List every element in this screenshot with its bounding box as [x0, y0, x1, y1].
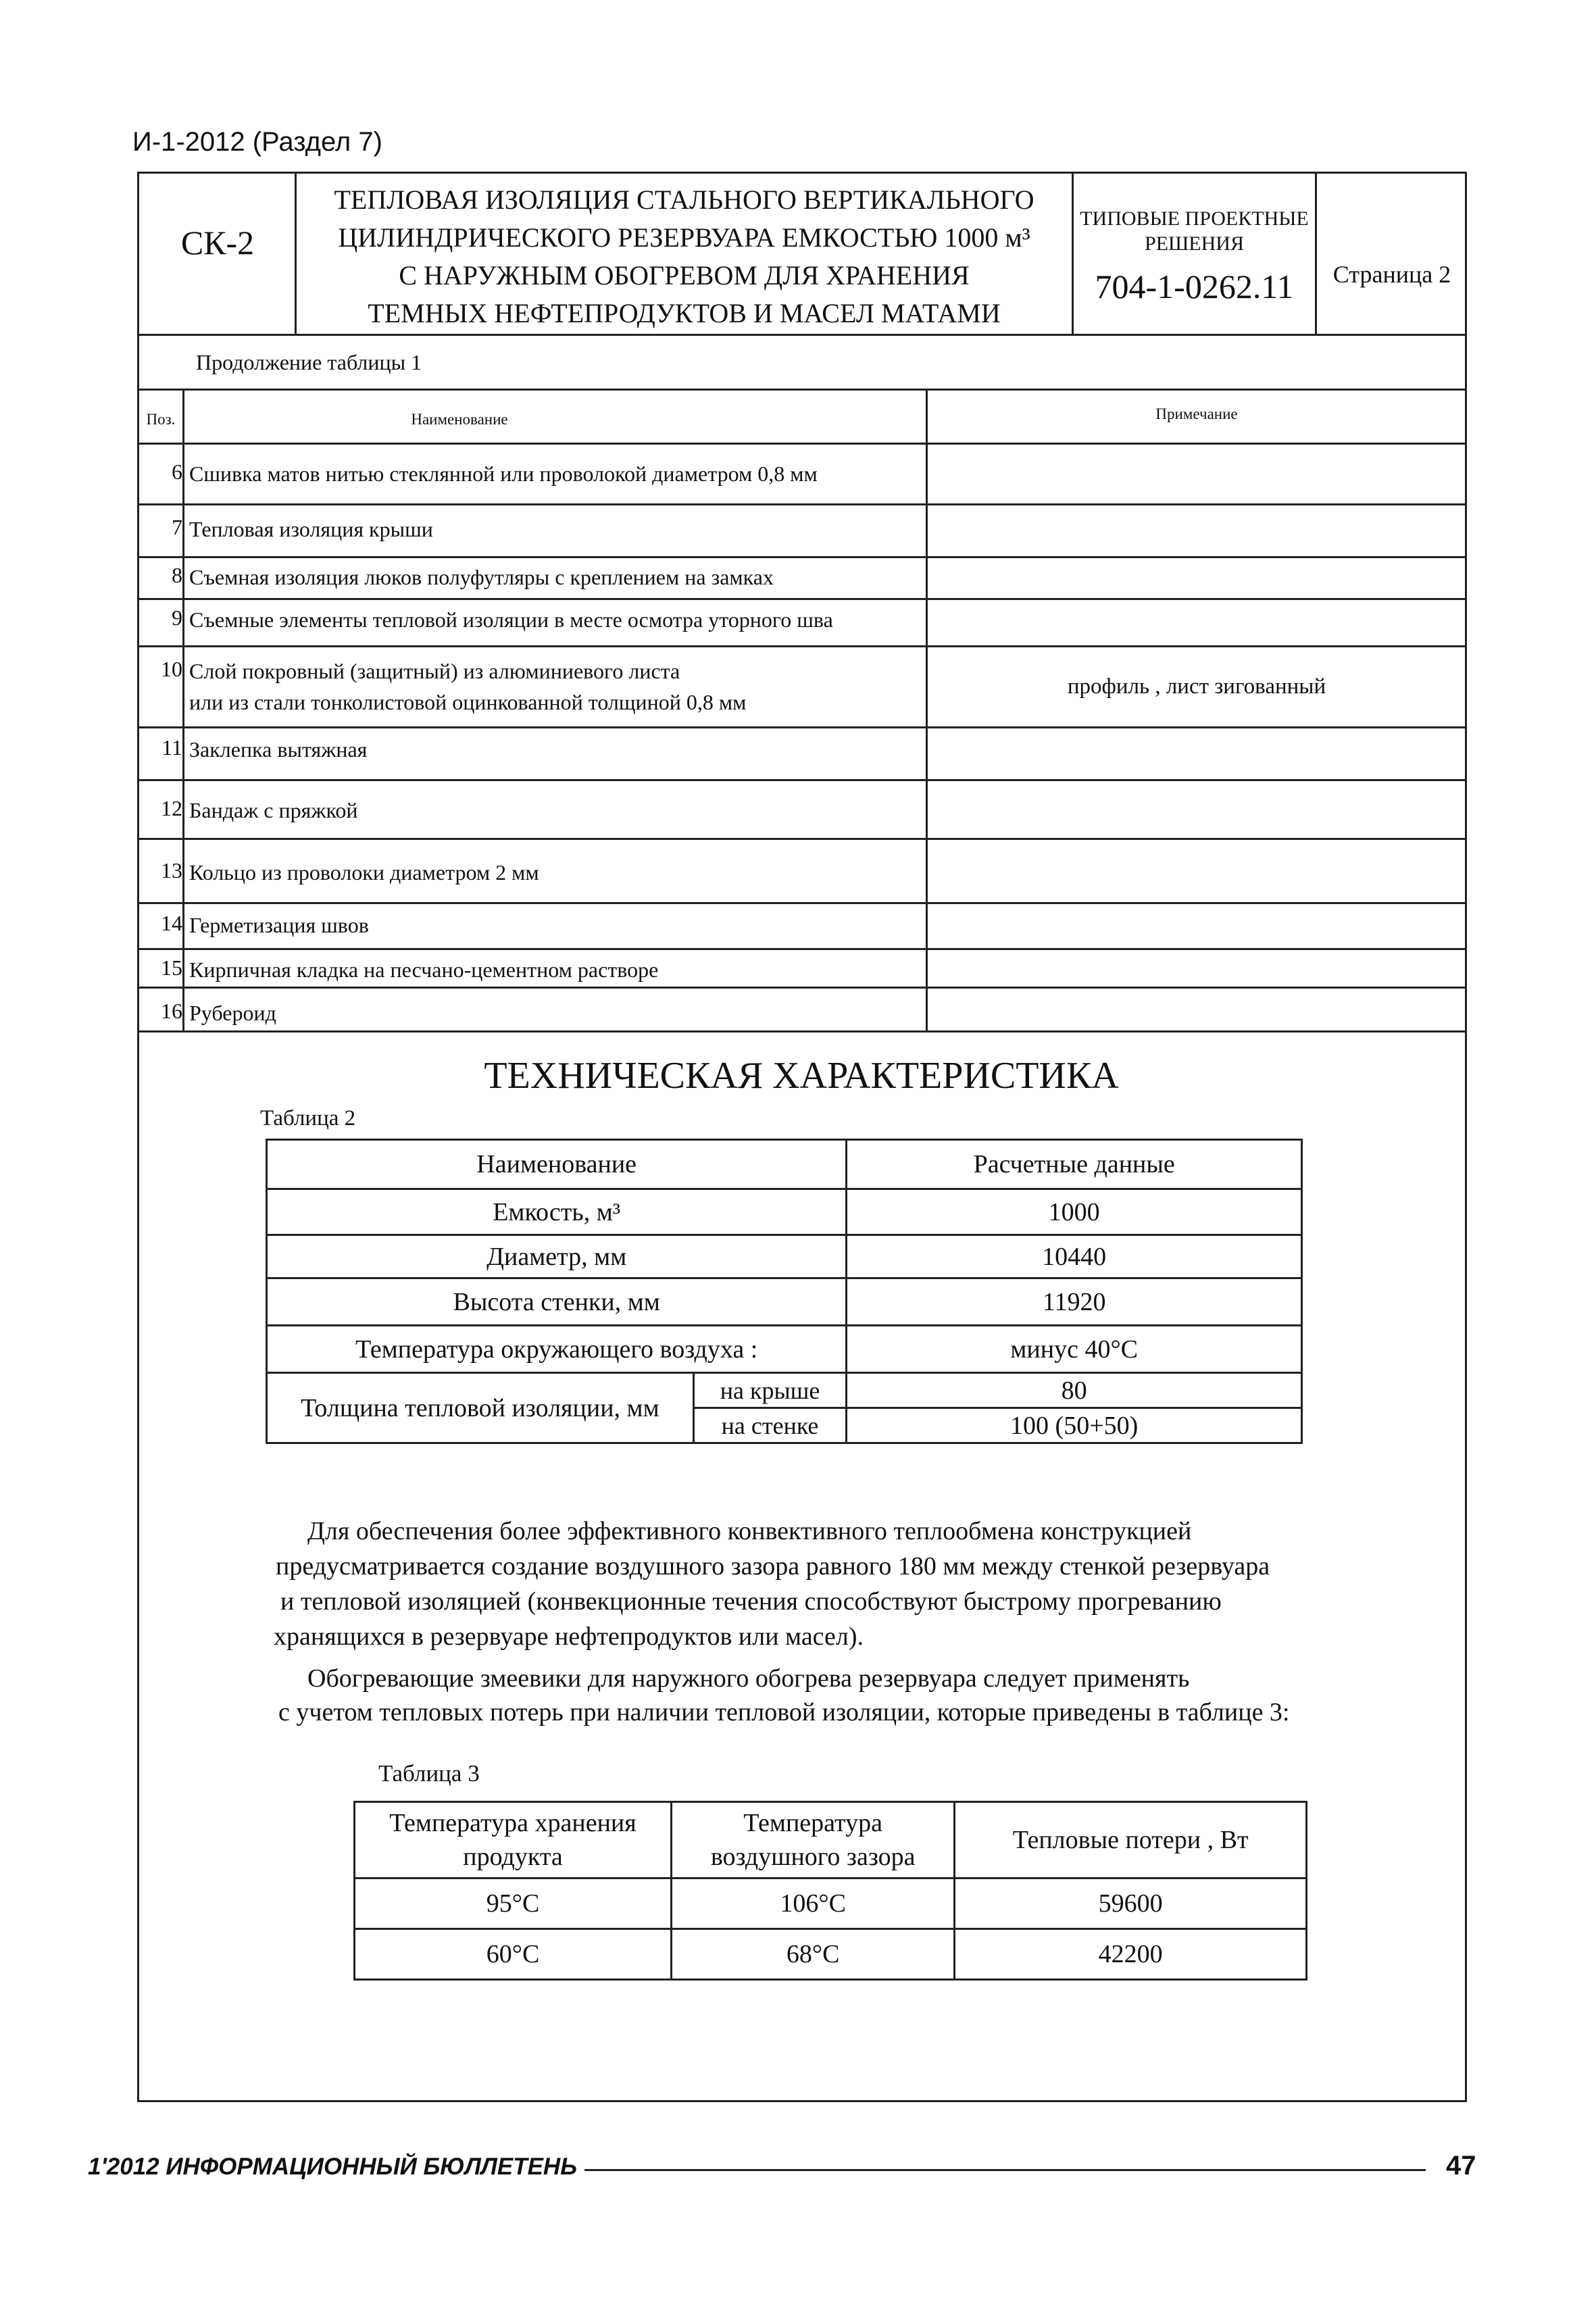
table1-row-pos: 14	[161, 911, 182, 935]
table1-row-pos: 13	[161, 858, 182, 882]
table1-row-pos: 10	[161, 657, 182, 681]
table1-top-line	[137, 389, 1467, 391]
table1-row-name: Сшивка матов нитью стеклянной или проволокой диаметром 0,8 мм	[189, 462, 818, 486]
table1-row-line	[137, 645, 1467, 647]
tech-header-name: Наименование	[267, 1140, 847, 1189]
paragraph-air-gap-continued: хранящихся в резервуаре нефтепродуктов или масел).	[274, 1622, 864, 1651]
table3-header-product: Температура хранения продукта	[355, 1802, 672, 1878]
table1-continuation: Продолжение таблицы 1	[196, 350, 422, 374]
table1-row-name-continued: или из стали тонколистовой оцинкованной толщиной 0,8 мм	[189, 690, 747, 714]
table2-caption: Таблица 2	[260, 1106, 356, 1130]
table1-row-pos: 11	[161, 735, 182, 760]
wall-value: 100 (50+50)	[847, 1408, 1302, 1443]
table1-bottom-line	[137, 1030, 1467, 1032]
paragraph-heating-coils-continued: с учетом тепловых потерь при наличии тепловой изоляции, которые приведены в таблице 3:	[278, 1698, 1290, 1726]
table1-row-name: Съемные элементы тепловой изоляции в месте осмотра уторного шва	[189, 607, 833, 632]
table1-row-name: Герметизация швов	[189, 913, 369, 937]
thickness-label: Толщина тепловой изоляции, мм	[267, 1373, 694, 1443]
table1-header-line	[137, 443, 1467, 445]
table3-header-loss: Тепловые потери , Вт	[955, 1802, 1307, 1878]
paragraph-air-gap: Для обеспечения более эффективного конвективного теплообмена конструкцией	[307, 1517, 1192, 1545]
table1-row-name: Кольцо из проволоки диаметром 2 мм	[189, 860, 539, 885]
footer-rule	[584, 2169, 1426, 2171]
table1-row-line	[137, 948, 1467, 950]
table3-gap-temp: 68°С	[672, 1929, 955, 1980]
page-label: Страница 2	[1332, 261, 1451, 288]
table1-row-name: Заклепка вытяжная	[189, 737, 368, 762]
footer-publication: 1'2012 ИНФОРМАЦИОННЫЙ БЮЛЛЕТЕНЬ	[88, 2154, 577, 2180]
table3-gap-temp: 106°С	[672, 1878, 955, 1929]
table1-row-pos: 12	[161, 796, 182, 820]
wall-label: на стенке	[693, 1408, 847, 1443]
table1-row-name: Съемная изоляция люков полуфутляры с креплением на замках	[189, 565, 774, 589]
table1-row-line	[137, 987, 1467, 989]
table1-row-line	[137, 779, 1467, 781]
table1-row-pos: 6	[172, 459, 182, 484]
drawing-code: СК-2	[180, 224, 255, 262]
table1-col-line-1	[182, 389, 184, 1032]
series-label: ТИПОВЫЕ ПРОЕКТНЫЕ РЕШЕНИЯ	[1080, 207, 1309, 255]
page-number: 47	[1446, 2151, 1476, 2181]
paragraph-heating-coils: Обогревающие змеевики для наружного обогрева резервуара следует применять	[307, 1664, 1190, 1693]
table1-header-pos: Поз.	[146, 411, 176, 428]
table1-row-line	[137, 503, 1467, 505]
table1-row-pos: 7	[172, 515, 182, 539]
table3-caption: Таблица 3	[378, 1760, 480, 1787]
document-reference: И-1-2012 (Раздел 7)	[132, 127, 382, 157]
tech-row-value: минус 40°С	[847, 1326, 1302, 1373]
table3-product-temp: 60°С	[355, 1929, 672, 1980]
table1-row-line	[137, 598, 1467, 600]
table1-col-line-2	[926, 389, 928, 1032]
tech-table	[266, 1139, 1303, 1444]
table1-header-name: Наименование	[411, 411, 508, 428]
tech-header-data: Расчетные данные	[847, 1140, 1302, 1189]
tech-row-name: Емкость, м³	[267, 1189, 847, 1235]
tech-row-name: Высота стенки, мм	[267, 1278, 847, 1326]
table3-heat-loss: 59600	[955, 1878, 1307, 1929]
table1-row-pos: 16	[161, 999, 182, 1023]
table1-row-name: Тепловая изоляция крыши	[189, 517, 433, 541]
table1-row-name: Слой покровный (защитный) из алюминиевого листа	[189, 659, 680, 683]
table3-heat-loss: 42200	[955, 1929, 1307, 1980]
table1-row-line	[137, 556, 1467, 558]
heat-loss-table	[353, 1801, 1307, 1981]
tech-row-value: 11920	[847, 1278, 1302, 1326]
table1-row-pos: 8	[172, 563, 182, 587]
tech-row-name: Диаметр, мм	[267, 1235, 847, 1278]
series-number: 704-1-0262.11	[1095, 268, 1294, 305]
table3-header-gap: Температура воздушного зазора	[672, 1802, 955, 1878]
table1-row-note: профиль , лист зигованный	[1067, 674, 1326, 699]
table1-row-line	[137, 726, 1467, 728]
table1-row-name: Бандаж с пряжкой	[189, 798, 358, 822]
table1-row-line	[137, 838, 1467, 840]
roof-label: на крыше	[693, 1373, 847, 1408]
paragraph-air-gap-continued: и тепловой изоляцией (конвекционные течения способствуют быстрому прогреванию	[280, 1587, 1222, 1616]
tech-section-title: ТЕХНИЧЕСКАЯ ХАРАКТЕРИСТИКА	[484, 1055, 1119, 1097]
stamp-bottom-line	[137, 334, 1467, 336]
table3-product-temp: 95°С	[355, 1878, 672, 1929]
tech-row-value: 1000	[847, 1189, 1302, 1235]
drawing-title: ТЕПЛОВАЯ ИЗОЛЯЦИЯ СТАЛЬНОГО ВЕРТИКАЛЬНОГО ЦИЛИНДРИЧЕСКОГО РЕЗЕРВУАРА ЕМКОСТЬЮ 1000 м³ С НАРУЖНЫМ ОБОГРЕВОМ ДЛЯ ХРАНЕНИЯ ТЕМНЫХ НЕФТЕПРОДУКТОВ И МАСЕЛ МАТАМИ	[334, 184, 1034, 328]
table1-row-pos: 9	[172, 605, 182, 630]
table1-row-pos: 15	[161, 955, 182, 980]
tech-row-name: Температура окружающего воздуха :	[267, 1326, 847, 1373]
table1-row-name: Рубероид	[189, 1001, 276, 1025]
stamp-divider-2	[1072, 172, 1074, 334]
roof-value: 80	[847, 1373, 1302, 1408]
stamp-divider-3	[1315, 172, 1317, 334]
table1-row-name: Кирпичная кладка на песчано-цементном растворе	[189, 957, 659, 982]
table1-header-note: Примечание	[1155, 405, 1238, 422]
paragraph-air-gap-continued: предусматривается создание воздушного зазора равного 180 мм между стенкой резервуара	[276, 1552, 1270, 1580]
tech-row-value: 10440	[847, 1235, 1302, 1278]
table1-row-line	[137, 902, 1467, 904]
